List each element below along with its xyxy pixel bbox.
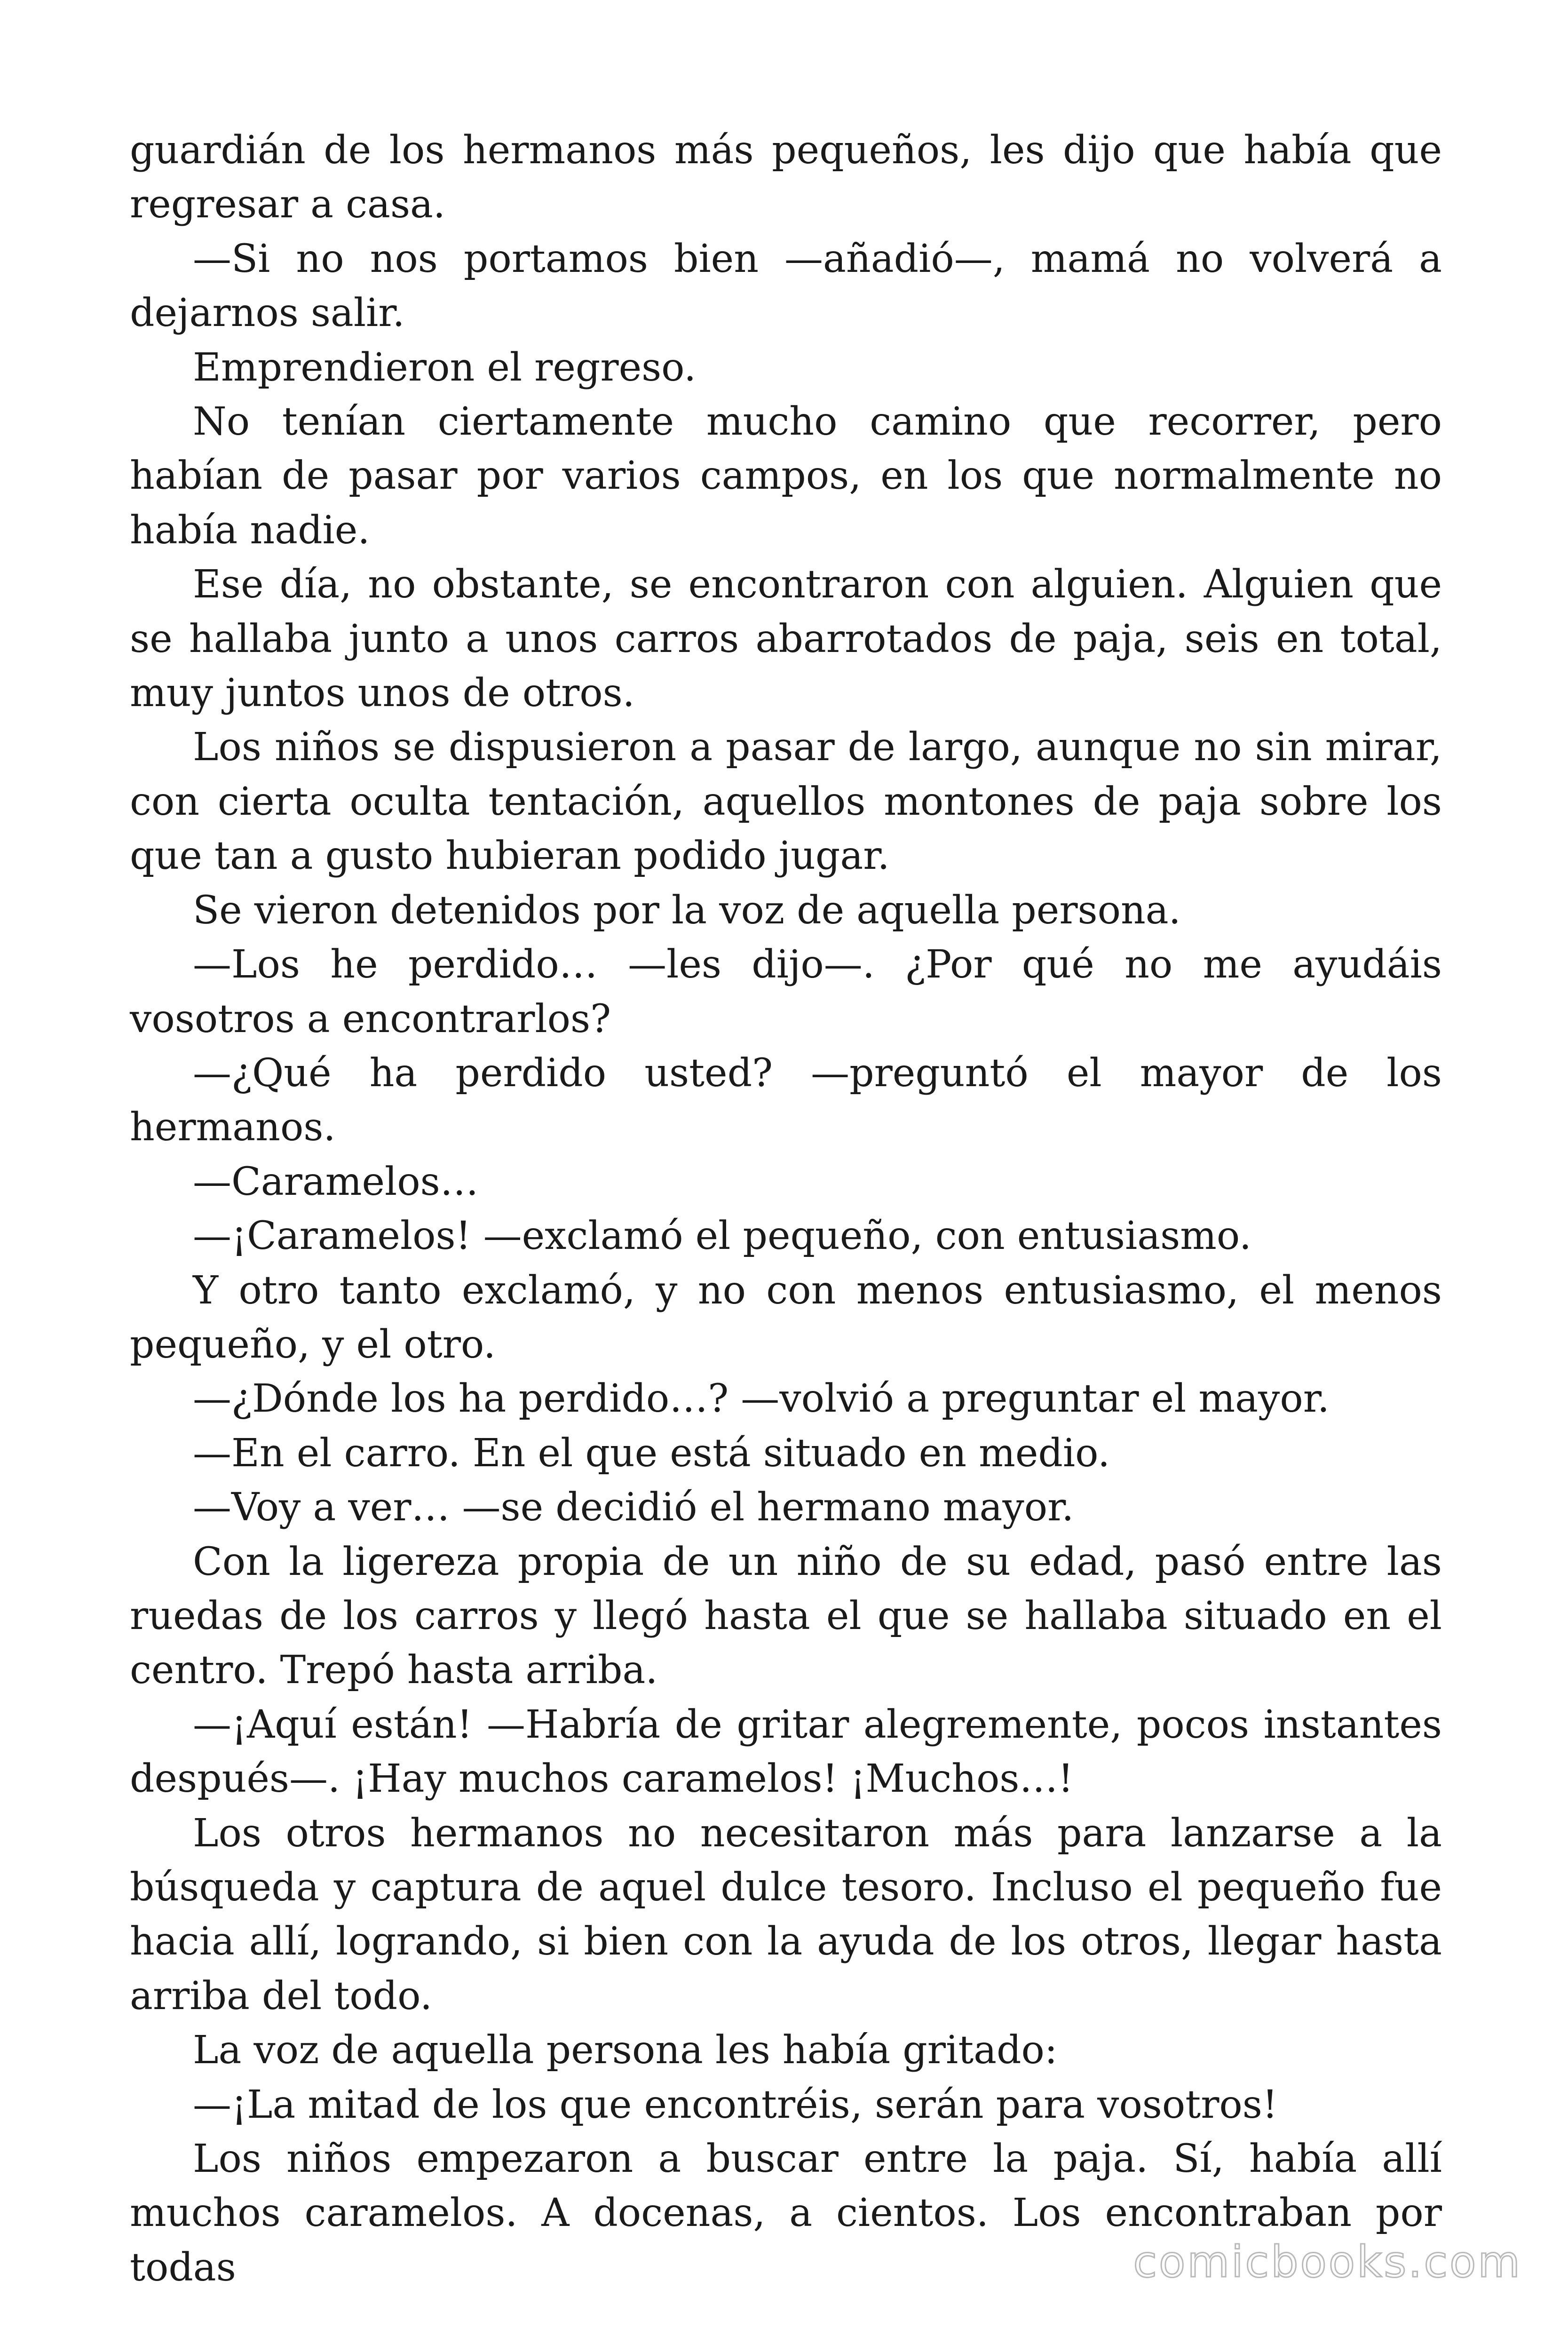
paragraph-10: —Caramelos… <box>193 1159 479 1204</box>
paragraph-6: Los niños se dispusieron a pasar de largo, aunque no sin mirar, con cierta oculta tentación, aquellos montones de paja sobre los que tan a gusto hubieran podido jugar. <box>130 725 1442 879</box>
paragraph-14: —En el carro. En el que está situado en medio. <box>193 1430 1110 1476</box>
paragraph-7: Se vieron detenidos por la voz de aquella persona. <box>193 888 1181 933</box>
paragraph-13: —¿Dónde los ha perdido…? —volvió a preguntar el mayor. <box>193 1376 1330 1422</box>
site-watermark: comicbooks.com <box>1133 2237 1522 2287</box>
paragraph-20: —¡La mitad de los que encontréis, serán para vosotros! <box>193 2082 1278 2127</box>
paragraph-8: —Los he perdido… —les dijo—. ¿Por qué no me ayudáis vosotros a encontrarlos? <box>130 942 1442 1041</box>
paragraph-19: La voz de aquella persona les había gritado: <box>193 2028 1058 2073</box>
paragraph-3: Emprendieron el regreso. <box>193 345 697 390</box>
paragraph-16: Con la ligereza propia de un niño de su edad, pasó entre las ruedas de los carros y llegó hasta el que se hallaba situado en el centro. Trepó hasta arriba. <box>130 1539 1442 1693</box>
paragraph-9: —¿Qué ha perdido usted? —preguntó el mayor de los hermanos. <box>130 1050 1442 1150</box>
page-body <box>130 123 1442 2295</box>
paragraph-17: —¡Aquí están! —Habría de gritar alegremente, pocos instantes después—. ¡Hay muchos caramelos! ¡Muchos…! <box>130 1702 1442 1802</box>
paragraph-2: —Si no nos portamos bien —añadió—, mamá no volverá a dejarnos salir. <box>130 236 1442 336</box>
paragraph-21: Los niños empezaron a buscar entre la paja. Sí, había allí muchos caramelos. A docenas, a cientos. Los encontraban por todas <box>130 2137 1442 2290</box>
paragraph-18: Los otros hermanos no necesitaron más para lanzarse a la búsqueda y captura de aquel dulce tesoro. Incluso el pequeño fue hacia allí, logrando, si bien con la ayuda de los otros, llegar hasta arriba del todo. <box>130 1811 1442 2018</box>
paragraph-1: guardián de los hermanos más pequeños, les dijo que había que regresar a casa. <box>130 128 1442 227</box>
paragraph-5: Ese día, no obstante, se encontraron con alguien. Alguien que se hallaba junto a unos carros abarrotados de paja, seis en total, muy juntos unos de otros. <box>130 562 1442 716</box>
paragraph-4: No tenían ciertamente mucho camino que recorrer, pero habían de pasar por varios campos, en los que normalmente no había nadie. <box>130 399 1442 553</box>
paragraph-11: —¡Caramelos! —exclamó el pequeño, con entusiasmo. <box>193 1214 1251 1259</box>
paragraph-12: Y otro tanto exclamó, y no con menos entusiasmo, el menos pequeño, y el otro. <box>130 1268 1442 1367</box>
paragraph-15: —Voy a ver… —se decidió el hermano mayor. <box>193 1485 1074 1530</box>
